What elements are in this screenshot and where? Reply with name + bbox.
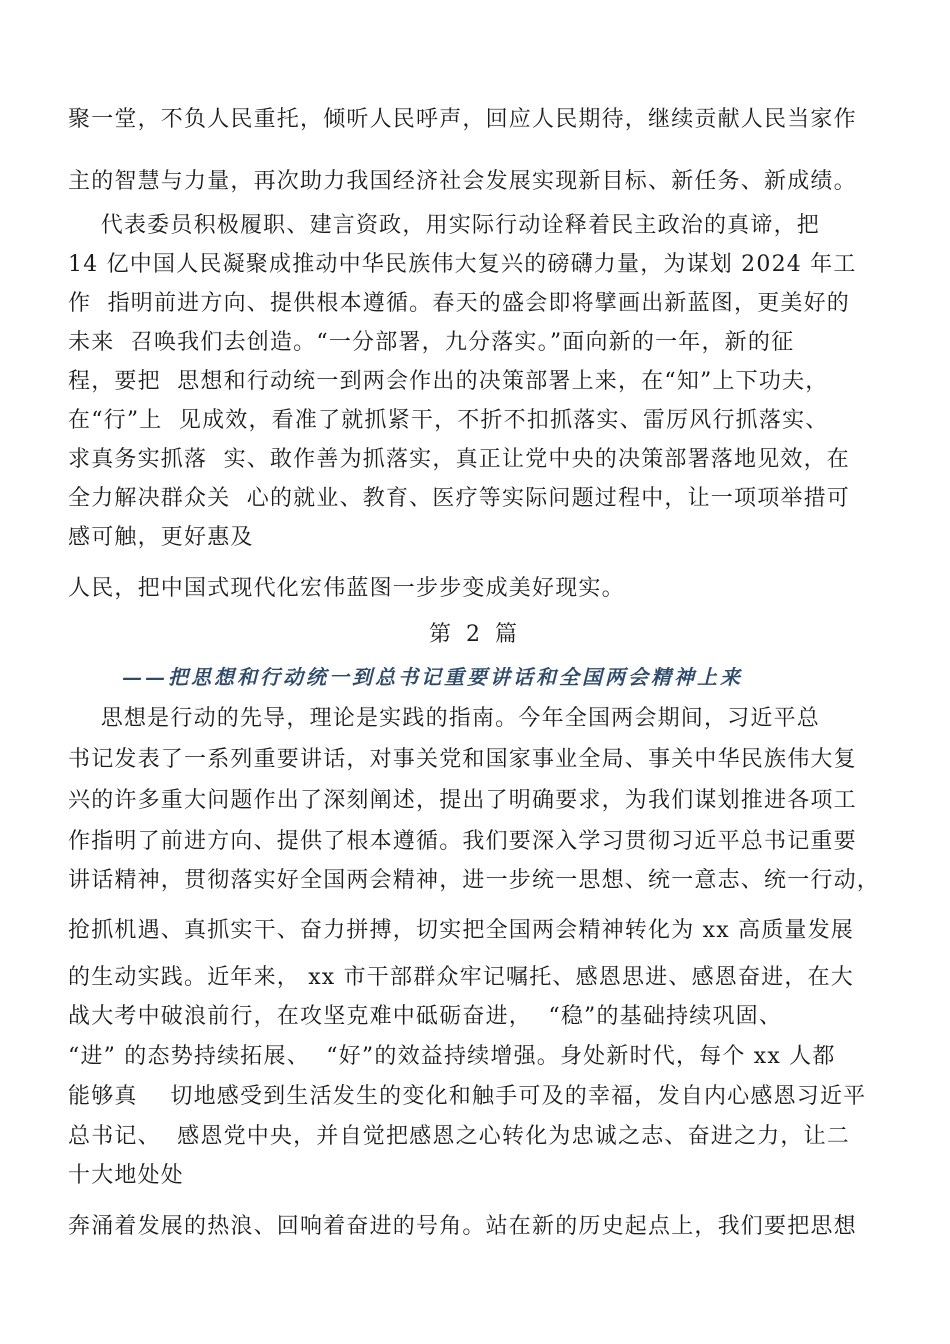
paragraph-3-line-9: “进” 的态势持续拓展、 “好”的效益持续增强。身处新时代，每个 xx 人都 bbox=[68, 1044, 836, 1069]
paragraph-3-line-4: 作指明了前进方向、提供了根本遵循。我们要深入学习贯彻习近平总书记重要 bbox=[68, 829, 857, 854]
paragraph-3-line-10: 能够真 切地感受到生活发生的变化和触手可及的幸福，发自内心感恩习近平 bbox=[68, 1084, 867, 1109]
paragraph-3-line-12: 十大地处处 bbox=[68, 1163, 185, 1188]
section-subtitle: ——把思想和行动统一到总书记重要讲话和全国两会精神上来 bbox=[122, 665, 743, 689]
paragraph-2-line-9: 感可触，更好惠及 bbox=[68, 525, 254, 550]
paragraph-3-line-2: 书记发表了一系列重要讲话，对事关党和国家事业全局、事关中华民族伟大复 bbox=[68, 747, 857, 772]
paragraph-2-line-3: 作 指明前进方向、提供根本遵循。春天的盛会即将擘画出新蓝图，更美好的 bbox=[68, 291, 850, 316]
section-title: 第 2 篇 bbox=[429, 622, 521, 647]
paragraph-2-line-2: 14 亿中国人民凝聚成推动中华民族伟大复兴的磅礴力量，为谋划 2024 年工 bbox=[68, 252, 857, 277]
paragraph-3-line-7: 的生动实践。近年来， xx 市干部群众牢记嘱托、感恩思进、感恩奋进，在大 bbox=[68, 965, 855, 990]
paragraph-3-line-1: 思想是行动的先导，理论是实践的指南。今年全国两会期间，习近平总 bbox=[68, 706, 820, 731]
paragraph-3-line-13: 奔涌着发展的热浪、回响着奋进的号角。站在新的历史起点上，我们要把思想 bbox=[68, 1214, 857, 1239]
paragraph-2-line-10: 人民，把中国式现代化宏伟蓝图一步步变成美好现实。 bbox=[68, 576, 625, 601]
paragraph-2-line-5: 程，要把 思想和行动统一到两会作出的决策部署上来，在“知”上下功夫， bbox=[68, 369, 829, 394]
paragraph-2-line-8: 全力解决群众关 心的就业、教育、医疗等实际问题过程中，让一项项举措可 bbox=[68, 486, 850, 511]
paragraph-2-line-4: 未来 召唤我们去创造。“一分部署，九分落实。”面向新的一年，新的征 bbox=[68, 330, 795, 355]
paragraph-3-line-6: 抢抓机遇、真抓实干、奋力拼搏，切实把全国两会精神转化为 xx 高质量发展 bbox=[68, 918, 855, 943]
paragraph-3-line-11: 总书记、 感恩党中央，并自觉把感恩之心转化为忠诚之志、奋进之力，让二 bbox=[68, 1124, 850, 1149]
paragraph-1-line-2: 主的智慧与力量，再次助力我国经济社会发展实现新目标、新任务、新成绩。 bbox=[68, 169, 857, 194]
paragraph-3-line-8: 战大考中破浪前行，在攻坚克难中砥砺奋进， “稳”的基础持续巩固、 bbox=[68, 1004, 783, 1029]
paragraph-2-line-6: 在“行”上 见成效，看准了就抓紧干，不折不扣抓落实、雷厉风行抓落实、 bbox=[68, 408, 829, 433]
paragraph-2-line-1: 代表委员积极履职、建言资政，用实际行动诠释着民主政治的真谛，把 bbox=[68, 213, 820, 238]
paragraph-2-line-7: 求真务实抓落 实、敢作善为抓落实，真正让党中央的决策部署落地见效，在 bbox=[68, 447, 850, 472]
paragraph-3-line-5: 讲话精神，贯彻落实好全国两会精神，进一步统一思想、统一意志、统一行动， bbox=[68, 868, 881, 893]
paragraph-3-line-3: 兴的许多重大问题作出了深刻阐述，提出了明确要求，为我们谋划推进各项工 bbox=[68, 788, 857, 813]
paragraph-1-line-1: 聚一堂，不负人民重托，倾听人民呼声，回应人民期待，继续贡献人民当家作 bbox=[68, 107, 857, 132]
